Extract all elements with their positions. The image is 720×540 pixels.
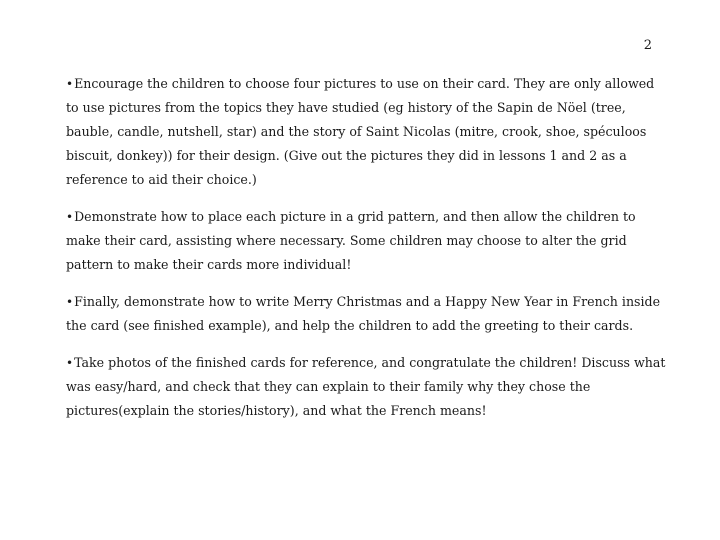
bullet-icon: • bbox=[66, 77, 74, 91]
paragraph-text: Encourage the children to choose four pictures to use on their card. They are only allowed to use pictures from the topics they have studied (eg history of the Sapin de Nöel (tree, bauble, candle, nutshell, star) and the story of Saint Nicolas (mitre, crook, shoe, spéculoos biscuit, donkey)) for their design. (Give out the pictures they did in lessons 1 and 2 as a reference to aid their choice.) bbox=[66, 76, 655, 187]
bullet-icon: • bbox=[66, 210, 74, 224]
paragraph-photos bbox=[66, 351, 666, 423]
paragraph-text: Finally, demonstrate how to write Merry Christmas and a Happy New Year in French inside the card (see finished example), and help the children to add the greeting to their cards. bbox=[66, 294, 661, 333]
paragraph-encourage bbox=[66, 72, 666, 192]
page-number: 2 bbox=[643, 38, 652, 53]
paragraph-text: Take photos of the finished cards for reference, and congratulate the children! Discuss what was easy/hard, and check that they can explain to their family why they chose the pictures(explain the stories/history), and what the French means! bbox=[66, 355, 666, 418]
bullet-icon: • bbox=[66, 356, 74, 370]
paragraph-text: Demonstrate how to place each picture in a grid pattern, and then allow the children to make their card, assisting where necessary. Some children may choose to alter the grid pattern to make their cards more individual! bbox=[66, 209, 636, 272]
paragraph-demonstrate bbox=[66, 205, 666, 277]
paragraph-finally bbox=[66, 290, 666, 338]
document-body bbox=[66, 72, 666, 436]
bullet-icon: • bbox=[66, 295, 74, 309]
